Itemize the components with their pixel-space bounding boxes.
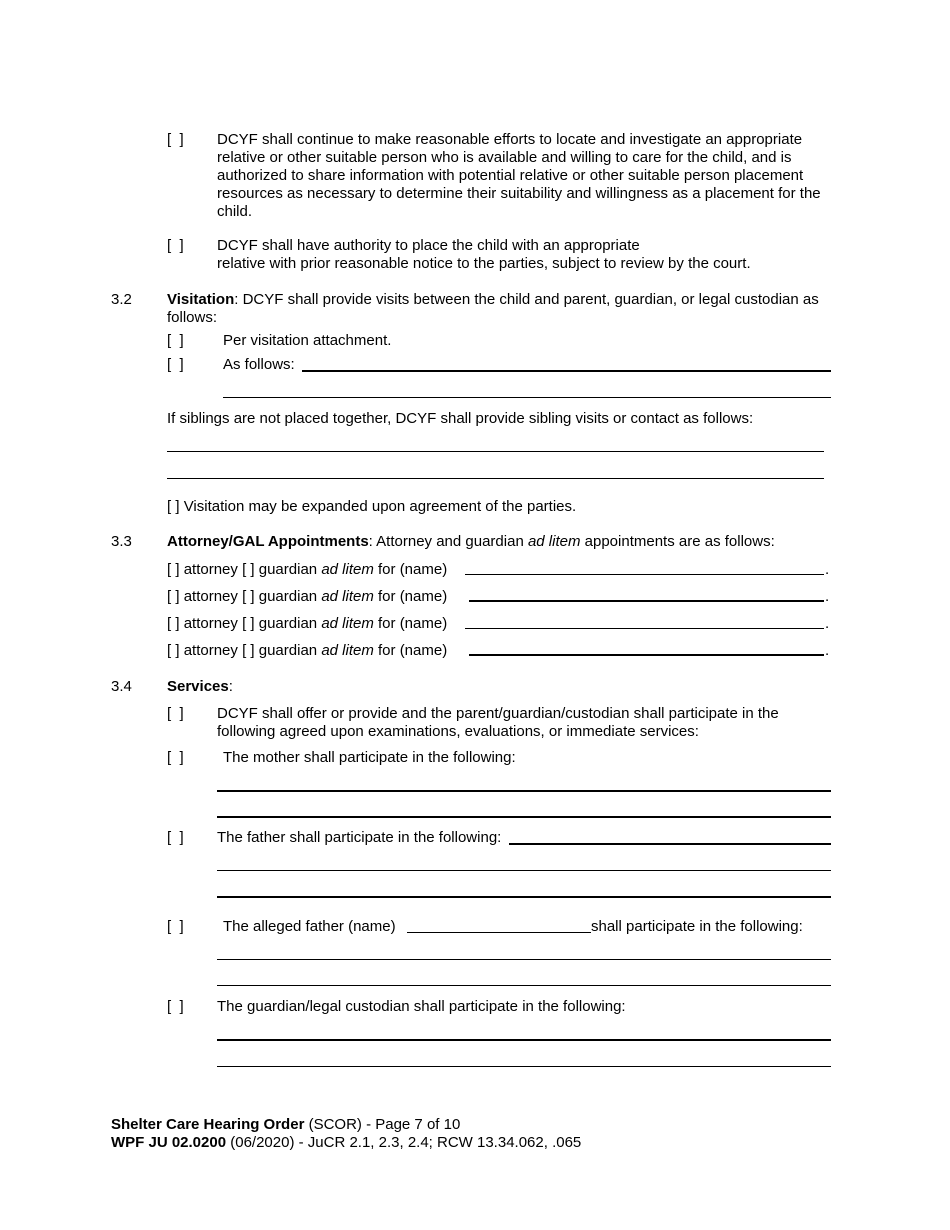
sibling-visits-line-1[interactable] — [167, 451, 824, 452]
alleged-father-label: The alleged father (name) — [223, 918, 396, 935]
appointment-row — [167, 588, 447, 606]
checkbox-locate-relative[interactable]: [ ] — [167, 131, 184, 148]
for-name-label: for (name) — [378, 615, 448, 632]
mother-services-line-1[interactable] — [217, 790, 831, 792]
checkbox-father-services[interactable]: [ ] — [167, 829, 184, 846]
checkbox-guardian[interactable]: [ ] — [242, 588, 255, 605]
checkbox-attorney[interactable]: [ ] — [167, 588, 180, 605]
ad-litem-label: ad litem — [321, 642, 374, 659]
services-colon: : — [228, 678, 233, 695]
alleged-father-services-line-2[interactable] — [217, 985, 831, 986]
alleged-father-label-2: shall participate in the following: — [591, 918, 803, 935]
services-heading — [167, 678, 233, 696]
guardian-label: guardian — [258, 588, 318, 605]
father-services-line-2[interactable] — [217, 870, 831, 871]
visitation-expanded-row — [167, 498, 576, 516]
ad-litem-label: ad litem — [321, 588, 374, 605]
checkbox-attorney[interactable]: [ ] — [167, 642, 180, 659]
checkbox-guardian-services[interactable]: [ ] — [167, 998, 184, 1015]
placement-authority-line2: relative with prior reasonable notice to the parties, subject to review by the court. — [217, 255, 751, 272]
visitation-as-follows-label: As follows: — [223, 356, 295, 373]
attorney-gal-text-a: : Attorney and guardian — [368, 533, 528, 550]
guardian-label: guardian — [258, 561, 318, 578]
father-services-line-1[interactable] — [509, 843, 831, 845]
section-number-3-3: 3.3 — [111, 533, 132, 550]
footer-form-code: WPF JU 02.0200 — [111, 1134, 227, 1151]
footer-page-info: (SCOR) - Page 7 of 10 — [304, 1116, 461, 1133]
appointment-name-line[interactable] — [469, 654, 824, 656]
for-name-label: for (name) — [378, 561, 448, 578]
checkbox-visitation-as-follows[interactable]: [ ] — [167, 356, 184, 373]
checkbox-visitation-expanded[interactable]: [ ] — [167, 498, 180, 515]
checkbox-attorney[interactable]: [ ] — [167, 615, 180, 632]
attorney-label: attorney — [183, 588, 238, 605]
visitation-attachment-label: Per visitation attachment. — [223, 332, 392, 349]
ad-litem-label: ad litem — [321, 561, 374, 578]
guardian-label: guardian — [258, 615, 318, 632]
dcyf-services-text: DCYF shall offer or provide and the parent/guardian/custodian shall participate in the following agreed upon examinations, evaluations, or immediate services: — [217, 705, 779, 740]
sibling-visits-line-2[interactable] — [167, 478, 824, 479]
section-number-3-4: 3.4 — [111, 678, 132, 695]
appointment-period: . — [825, 615, 830, 632]
checkbox-alleged-father-services[interactable]: [ ] — [167, 918, 184, 935]
father-services-line-3[interactable] — [217, 896, 831, 898]
mother-services-line-2[interactable] — [217, 816, 831, 818]
visitation-expanded-text: Visitation may be expanded upon agreement of the parties. — [183, 498, 577, 515]
checkbox-guardian[interactable]: [ ] — [242, 615, 255, 632]
appointment-row — [167, 561, 447, 579]
guardian-services-line-1[interactable] — [217, 1039, 831, 1041]
visitation-text: : DCYF shall provide visits between the child and parent, guardian, or legal custodian as follows: — [167, 291, 819, 326]
appointment-name-line[interactable] — [469, 600, 824, 602]
services-title: Services — [167, 678, 229, 695]
appointment-row — [167, 615, 447, 633]
appointment-row — [167, 642, 447, 660]
placement-authority-line1: DCYF shall have authority to place the child with an appropriate — [217, 237, 640, 254]
checkbox-visitation-attachment[interactable]: [ ] — [167, 332, 184, 349]
checkbox-dcyf-services[interactable]: [ ] — [167, 705, 184, 722]
visitation-title: Visitation — [167, 291, 235, 308]
mother-services-label: The mother shall participate in the following: — [223, 749, 516, 766]
ad-litem-label: ad litem — [321, 615, 374, 632]
attorney-label: attorney — [183, 561, 238, 578]
footer-form-title: Shelter Care Hearing Order — [111, 1116, 305, 1133]
checkbox-placement-authority[interactable]: [ ] — [167, 237, 184, 254]
visitation-as-follows-line-1[interactable] — [302, 370, 831, 372]
appointment-period: . — [825, 561, 830, 578]
appointment-name-line[interactable] — [465, 574, 824, 575]
alleged-father-name-line[interactable] — [407, 932, 591, 933]
locate-relative-text: DCYF shall continue to make reasonable efforts to locate and investigate an appropriate relative or other suitable person who is available and willing to care for the child, and is authorized to share information with potential relative or other suitable person placement resources as necessary to determine their suitability and willingness as a placement for the child. — [217, 131, 821, 220]
guardian-services-label: The guardian/legal custodian shall participate in the following: — [217, 998, 626, 1015]
checkbox-guardian[interactable]: [ ] — [242, 642, 255, 659]
alleged-father-services-line-1[interactable] — [217, 959, 831, 960]
appointment-period: . — [825, 642, 830, 659]
for-name-label: for (name) — [378, 588, 448, 605]
attorney-label: attorney — [183, 642, 238, 659]
visitation-heading — [167, 291, 847, 327]
attorney-gal-title: Attorney/GAL Appointments — [167, 533, 369, 550]
checkbox-attorney[interactable]: [ ] — [167, 561, 180, 578]
attorney-gal-text-b: appointments are as follows: — [580, 533, 775, 550]
guardian-services-line-2[interactable] — [217, 1066, 831, 1067]
guardian-label: guardian — [258, 642, 318, 659]
appointment-name-line[interactable] — [465, 628, 824, 629]
appointment-period: . — [825, 588, 830, 605]
for-name-label: for (name) — [378, 642, 448, 659]
attorney-gal-italic: ad litem — [527, 533, 581, 550]
attorney-gal-heading — [167, 533, 775, 551]
visitation-as-follows-line-2[interactable] — [223, 397, 831, 398]
checkbox-mother-services[interactable]: [ ] — [167, 749, 184, 766]
footer-citations: (06/2020) - JuCR 2.1, 2.3, 2.4; RCW 13.34.062, .065 — [226, 1134, 582, 1151]
father-services-label: The father shall participate in the following: — [217, 829, 502, 846]
footer-code — [111, 1134, 581, 1152]
footer-title — [111, 1116, 460, 1134]
section-number-3-2: 3.2 — [111, 291, 132, 308]
checkbox-guardian[interactable]: [ ] — [242, 561, 255, 578]
sibling-visits-text: If siblings are not placed together, DCYF shall provide sibling visits or contact as follows: — [167, 410, 754, 427]
attorney-label: attorney — [183, 615, 238, 632]
